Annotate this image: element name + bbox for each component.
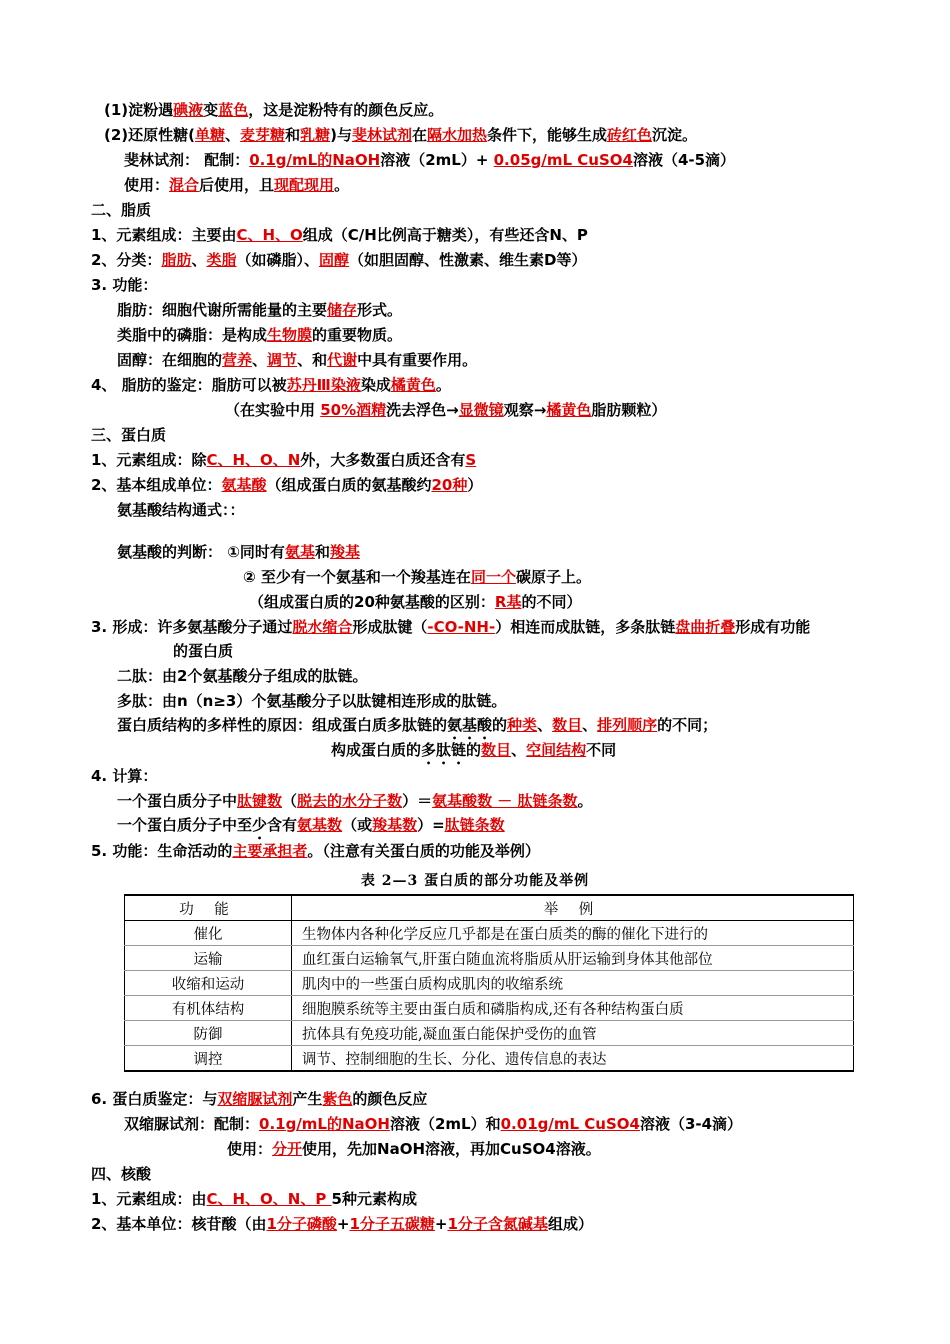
calculation-heading: 4. 计算： — [91, 767, 158, 785]
nucleic-acid-heading: 四、核酸 — [91, 1165, 152, 1183]
fehling-prep-line: 斐林试剂： 配制：0.1g/mL的NaOH溶液（2mL）+ 0.05g/mL CuSO4溶液（4-5滴） — [124, 151, 736, 169]
table-row — [125, 996, 854, 1021]
table-cell-function: 运输 — [125, 946, 292, 971]
table-cell-example: 生物体内各种化学反应几乎都是在蛋白质类的酶的催化下进行的 — [292, 921, 854, 946]
reducing-sugar-line: (2)还原性糖(单糖、麦芽糖和乳糖)与斐林试剂在隔水加热条件下，能够生成砖红色沉淀。 — [104, 126, 698, 144]
starch-test-line: (1)淀粉遇碘液变蓝色，这是淀粉特有的颜色反应。 — [104, 101, 444, 119]
nucleic-acid-elements-line: 1、元素组成：由C、H、O、N、P 5种元素构成 — [91, 1190, 417, 1208]
amino-acid-judge-line-2: ② 至少有一个氨基和一个羧基连在同一个碳原子上。 — [243, 568, 591, 586]
lipid-elements-line: 1、元素组成：主要由C、H、O组成（C/H比例高于糖类），有些还含N、P — [91, 226, 588, 244]
protein-formation-line: 3. 形成：许多氨基酸分子通过脱水缩合形成肽键（-CO-NH-）相连而成肽链，多条肽链盘曲折叠形成有功能 — [91, 618, 811, 636]
amino-acid-judge-line: 氨基酸的判断： ①同时有氨基和羧基 — [117, 543, 360, 561]
table-header-row — [125, 895, 854, 921]
fat-test-line: 4、 脂肪的鉴定：脂肪可以被苏丹Ⅲ染液染成橘黄色。 — [91, 376, 451, 394]
table-row — [125, 1021, 854, 1046]
protein-formation-line-2: 的蛋白质 — [173, 642, 234, 660]
dipeptide-line: 二肽：由2个氨基酸分子组成的肽链。 — [117, 667, 368, 685]
lipid-class-line: 2、分类：脂肪、类脂（如磷脂）、固醇（如胆固醇、性激素、维生素D等） — [91, 251, 587, 269]
diversity-line-2: 构成蛋白质的多肽链的数目、空间结构不同 — [331, 741, 617, 759]
table-cell-example: 细胞膜系统等主要由蛋白质和磷脂构成,还有各种结构蛋白质 — [292, 996, 854, 1021]
table-cell-function: 调控 — [125, 1046, 292, 1072]
table-cell-example: 血红蛋白运输氧气,肝蛋白随血流将脂质从肝运输到身体其他部位 — [292, 946, 854, 971]
table-row — [125, 1046, 854, 1072]
protein-unit-line: 2、基本组成单位：氨基酸（组成蛋白质的氨基酸约20种） — [91, 476, 483, 494]
amino-acid-formula-line: 氨基酸结构通式：： — [117, 501, 245, 519]
sterol-function-line: 固醇：在细胞的营养、调节、和代谢中具有重要作用。 — [117, 351, 478, 369]
table-header-function: 功 能 — [125, 895, 292, 921]
protein-test-line: 6. 蛋白质鉴定：与双缩脲试剂产生紫色的颜色反应 — [91, 1090, 428, 1108]
table-cell-function: 有机体结构 — [125, 996, 292, 1021]
protein-elements-line: 1、元素组成：除C、H、O、N外，大多数蛋白质还含有S — [91, 451, 477, 469]
table-cell-example: 肌肉中的一些蛋白质构成肌肉的收缩系统 — [292, 971, 854, 996]
polypeptide-line: 多肽：由n（n≥3）个氨基酸分子以肽键相连形成的肽链。 — [117, 692, 507, 710]
table-cell-function: 催化 — [125, 921, 292, 946]
diversity-line: 蛋白质结构的多样性的原因：组成蛋白质多肽链的氨基酸的种类、数目、排列顺序的不同； — [117, 716, 718, 734]
phospholipid-function-line: 类脂中的磷脂：是构成生物膜的重要物质。 — [117, 326, 403, 344]
calculation-line-1: 一个蛋白质分子中肽键数（脱去的水分子数）＝氨基酸数 － 肽链条数。 — [117, 792, 593, 810]
table-row — [125, 946, 854, 971]
table-cell-function: 防御 — [125, 1021, 292, 1046]
fat-function-line: 脂肪：细胞代谢所需能量的主要储存形式。 — [117, 301, 403, 319]
protein-heading: 三、蛋白质 — [91, 426, 167, 444]
amino-acid-difference-line: （组成蛋白质的20种氨基酸的区别：R基的不同） — [249, 593, 582, 611]
table-cell-example: 调节、控制细胞的生长、分化、遗传信息的表达 — [292, 1046, 854, 1072]
protein-function-line: 5. 功能：生命活动的主要承担者。（注意有关蛋白质的功能及举例） — [91, 842, 540, 860]
nucleic-acid-unit-line: 2、基本单位：核苷酸（由1分子磷酸+1分子五碳糖+1分子含氮碱基组成） — [91, 1215, 593, 1233]
biuret-prep-line: 双缩脲试剂：配制：0.1g/mL的NaOH溶液（2mL）和0.01g/mL CuSO4溶液（3-4滴） — [124, 1115, 743, 1133]
table-row — [125, 971, 854, 996]
fehling-use-line: 使用：混合后使用，且现配现用。 — [124, 176, 350, 194]
table-cell-example: 抗体具有免疫功能,凝血蛋白能保护受伤的血管 — [292, 1021, 854, 1046]
lipid-function-heading: 3. 功能： — [91, 276, 158, 294]
table-row — [125, 921, 854, 946]
lipid-heading: 二、脂质 — [91, 201, 152, 219]
biuret-use-line: 使用：分开使用，先加NaOH溶液，再加CuSO4溶液。 — [227, 1140, 601, 1158]
calculation-line-2: 一个蛋白质分子中至少含有氨基数（或羧基数）=肽链条数 — [117, 816, 505, 834]
protein-function-table — [124, 894, 854, 1072]
table-header-example: 举 例 — [292, 895, 854, 921]
fat-test-procedure-line: （在实验中用 50%酒精洗去浮色→显微镜观察→橘黄色脂肪颗粒） — [225, 401, 667, 419]
table-caption: 表 2—3 蛋白质的部分功能及举例 — [360, 873, 590, 889]
table-cell-function: 收缩和运动 — [125, 971, 292, 996]
